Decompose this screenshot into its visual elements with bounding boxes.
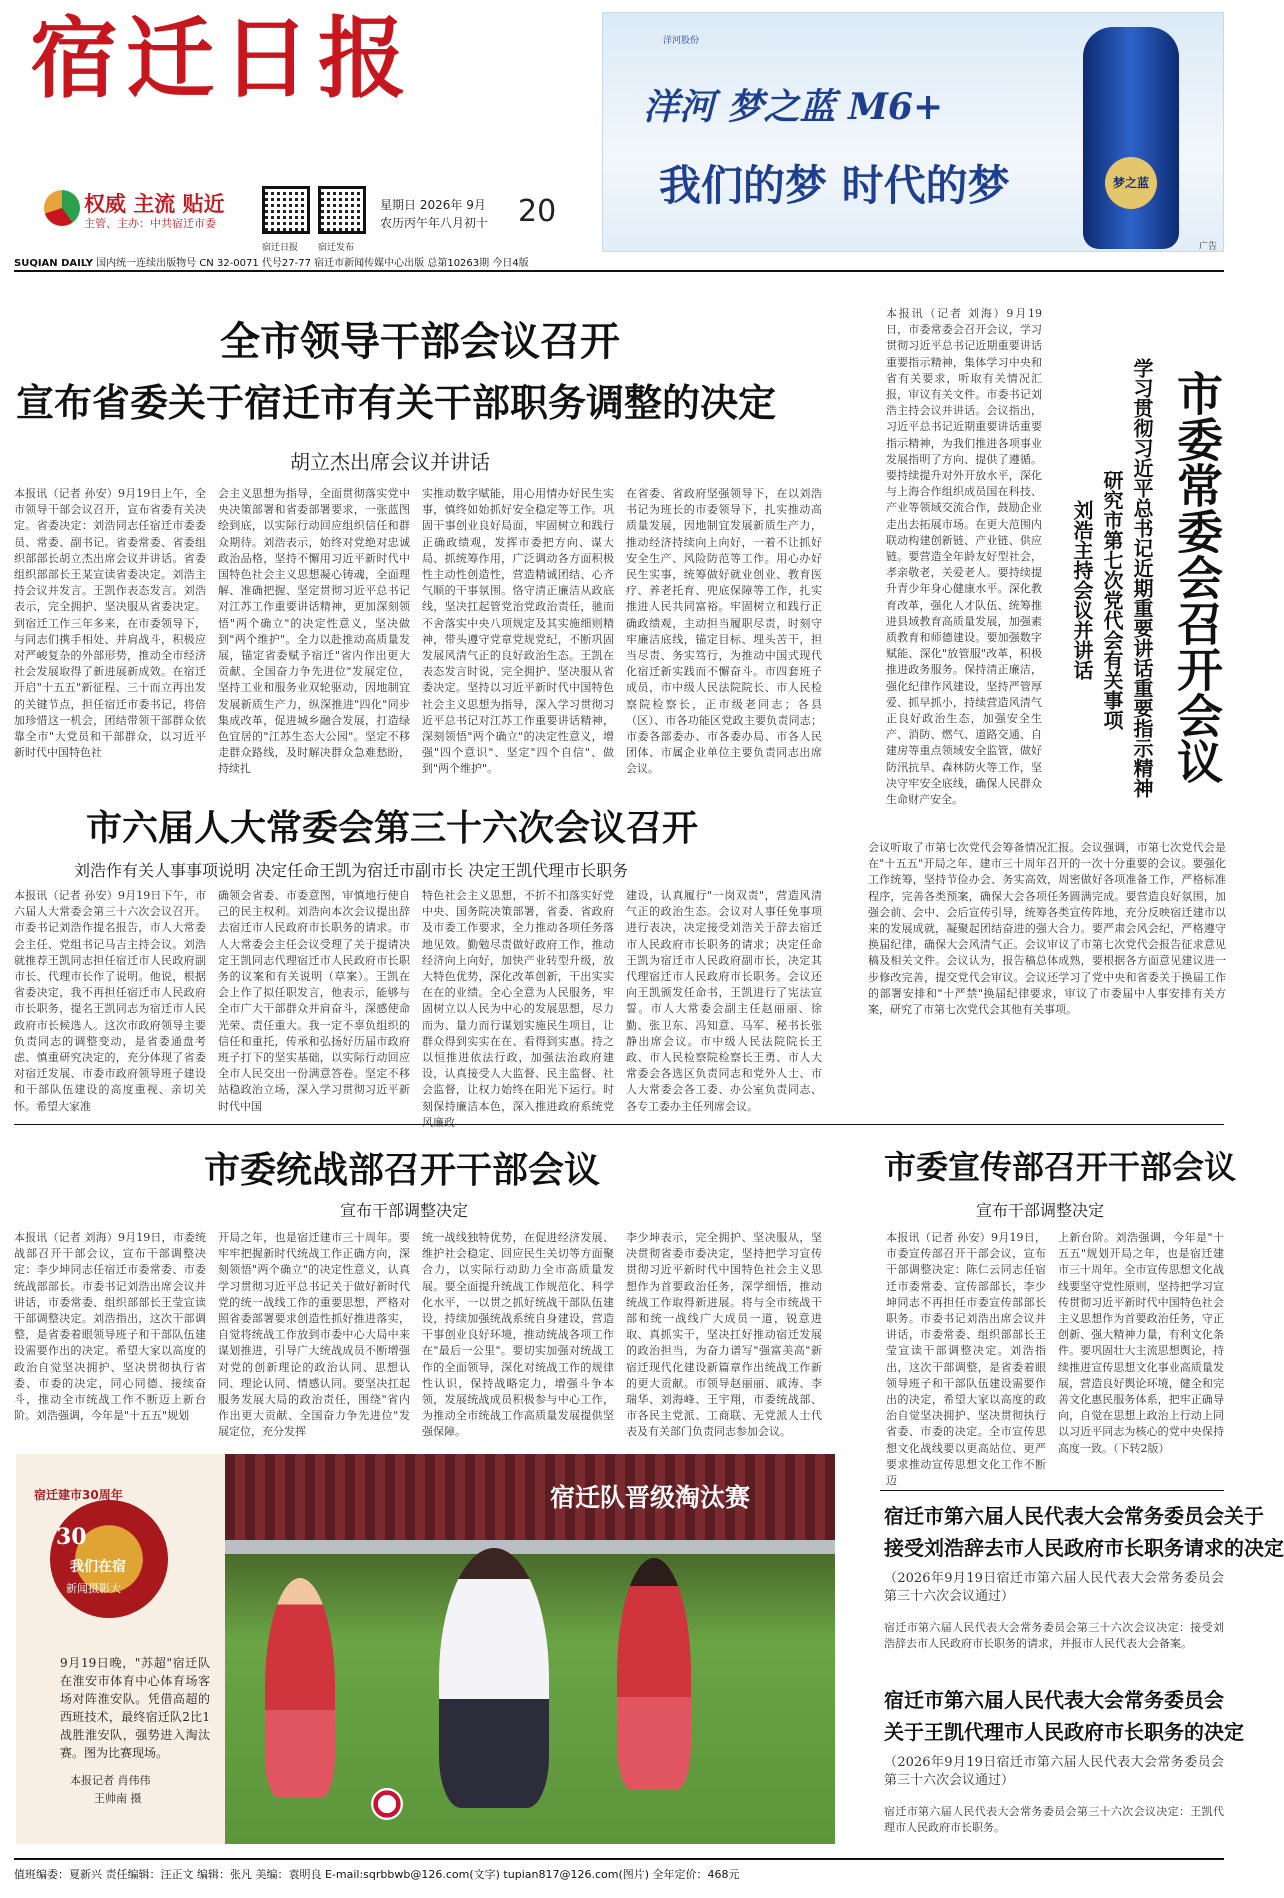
propaganda-body-col1: 本报讯（记者 孙安）9月19日，市委宣传部召开干部会议，宣布干部调整决定：陈仁云同志任宿迁市委常委、宣传部部长，李少坤同志不再担任市委宣传部部长职务。市委书记刘浩出席会议并讲话，市委常委、组织部部长王莹宣读干部调整决定。刘浩指出，这次干部调整，是省委着眼领导班子和干部队伍建设需要作出的决定，希望大家以高度的政治自觉坚决拥护、坚决贯彻执行省委、市委的决定。全市宣传思想文化战线要以更高站位、更严要求推动宣传思想文化工作不断迈 bbox=[886, 1231, 1046, 1488]
lead-headline-2: 宣布省委关于宿迁市有关干部职务调整的决定 bbox=[16, 381, 777, 425]
united-front-headline: 市委统战部召开干部会议 bbox=[204, 1150, 601, 1191]
red-player-left bbox=[265, 1578, 335, 1798]
masthead-sponsor: 主管、主办：中共宿迁市委 bbox=[84, 217, 216, 230]
propaganda-body-col2: 上新台阶。刘浩强调，今年是"十五五"规划开局之年，也是宿迁建市三十周年。全市宣传思想文化战线要坚守党性原则，坚持把学习宣传贯彻习近平新时代中国特色社会主义思想作为首要政治任务，守正创新、强大精神力量，有利文化条件。要巩固壮大主流思想舆论，持续推进宣传思想文化事业高质量发展，营造良好舆论环境，健全和完善文化惠民服务体系，把牢正确导向，自觉在思想上政治上行动上同以习近平同志为核心的党中央保持高度一致。（下转2版） bbox=[1058, 1231, 1224, 1455]
photo-description: 9月19日晚，"苏超"宿迁队在淮安市体育中心体育场客场对阵淮安队。凭借高超的西班技术，最终宿迁队2比1战胜淮安队，强势进入淘汰赛。图为比赛现场。 bbox=[60, 1656, 210, 1760]
registration-line bbox=[14, 254, 529, 269]
resolution-1-headline-2: 接受刘浩辞去市人民政府市长职务请求的决定 bbox=[884, 1536, 1284, 1560]
masthead-slogan: 权威 主流 贴近 bbox=[84, 191, 225, 216]
lead-body-col3: 实推动数字赋能，用心用情办好民生实事，慎终如始抓好安全稳定等工作。巩固干事创业良好局面，牢固树立和践行正确政绩观，发挥市委把方向、谋大局、抓统筹作用，广泛调动各方面积极性主动性创造性，营造精诚团结、心齐气顺的干事氛围。恪守清正廉洁从政底线，坚决扛起管党治党政治责任，驰而不舍落实中央八项规定及其实施细则精神，带头遵守党章党规党纪，不断巩固发展风清气正的良好政治生态。王凯在表态发言时说，完全拥护、坚决服从省委决定。坚持以习近平新时代中国特色社会主义思想为指导，深入学习贯彻习近平总书记对江苏工作重要讲话精神，深刻领悟"两个确立"的决定性意义，增强"四个意识"、坚定"四个自信"、做到"两个维护"。 bbox=[422, 487, 614, 776]
lead-subhead: 胡立杰出席会议并讲话 bbox=[290, 450, 490, 474]
badge-text-3: 我们在宿 bbox=[70, 1559, 126, 1575]
united-front-subhead: 宣布干部调整决定 bbox=[340, 1201, 469, 1220]
advertisement[interactable] bbox=[602, 12, 1224, 252]
united-front-body-col4: 李少坤表示，完全拥护、坚决服从，坚决贯彻省委市委决定，坚持把学习宣传贯彻习近平新时代中国特色社会主义思想作为首要政治任务，深学细悟，推动统战工作取得新进展。将与全市统战干部和统一战线广大成员一道，锐意进取、真抓实干，坚决扛好推动宿迁发展的政治担当，为奋力谱写"强富美高"新宿迁现代化建设新篇章作出统战工作新的更大贡献。市领导赵丽丽、戚涛、李瑞华、刘海峰、王宇翔，市委统战部、市各民主党派、工商联、无党派人士代表及有关部门负责同志参加会议。 bbox=[626, 1231, 822, 1439]
resolution-2-note: （2026年9月19日宿迁市第六届人民代表大会常务委员会第三十六次会议通过） bbox=[884, 1755, 1224, 1788]
advertising-board bbox=[225, 1540, 835, 1554]
ad-tag: 广告 bbox=[1199, 242, 1218, 252]
npc-headline: 市六届人大常委会第三十六次会议召开 bbox=[86, 808, 699, 849]
npc-body-col3: 特色社会主义思想，不折不扣落实好党中央、国务院决策部署，省委、省政府及市委工作要求，全力推动各项任务落地见效。勤勉尽责做好政府工作，推动经济向上向好，加快产业转型升级，放大特色优势，深化改革创新，干出实实在在的业绩。全心全意为人民服务，牢固树立以人民为中心的发展思想，尽力而为、量力而行谋划实施民生项目，让群众得到实实在在、看得到实惠。持之以恒推进依法行政，加强法治政府建设，认真接受人大监督、民主监督、社会监督，让权力始终在阳光下运行。时刻保持廉洁本色，深入推进政府系统党风廉政 bbox=[422, 889, 614, 1129]
qr-label-1: 宿迁日报 bbox=[262, 243, 299, 253]
section-divider bbox=[14, 1124, 1224, 1125]
standing-committee-body-wide: 会议听取了市第七次党代会筹备情况汇报。会议强调，市第七次党代会是在"十五五"开局之年、建市三十周年召开的一次十分重要的会议。要强化工作统筹，坚持节俭办会、务实高效，周密做好各项准备工作，严格标准程序，完善各类预案，确保大会各项任务圆满完成。要营造良好氛围，加强会前、会中、会后宣传引导，统筹各类宣传阵地，充分反映宿迁建市以来的发展成就，凝聚起团结奋进的强大合力。要严肃会风会纪，严格遵守换届纪律，确保大会风清气正。会议审议了市第七次党代会报告征求意见稿及相关文件。会议认为，报告稿总体成熟，要根据各方面意见建议进一步修改完善，提交党代会审议。会议还学习了党中央和省委关于换届工作的部署安排和"十严禁"换届纪律要求，审议了市委届中人事安排有关方案，研究了市第七次党代会其他有关事项。 bbox=[868, 841, 1226, 1017]
qr-label-2: 宿迁发布 bbox=[318, 243, 355, 253]
resolution-2-headline-2: 关于王凯代理市人民政府市长职务的决定 bbox=[884, 1720, 1244, 1744]
footer-credits: 值班编委：夏新兴 责任编辑：汪正文 编辑：张凡 美编：袁明良 E-mail:sqrbbwb@126.com(文字) tupian817@126.com(图片) 全年定价：468元 bbox=[14, 1868, 740, 1881]
lead-body-col4: 在省委、省政府坚强领导下，在以刘浩书记为班长的市委领导下，扎实推动高质量发展，因地制宜发展新质生产力，推动经济持续向上向好，一着不让抓好安全生产、风险防范等工作。用心办好民生实事，统筹做好就业创业、教育医疗、养老托育、兜底保障等工作，扎实推进人民共同富裕。牢固树立和践行正确政绩观，主动担当履职尽责，时刻守牢廉洁底线，锚定目标、埋头苦干，担当尽责、务实笃行，为推动中国式现代化宿迁新实践而不懈奋斗。市四套班子成员，市中级人民法院院长、市人民检察院检察长，正市级老同志；各县（区）、市各功能区党政主要负责同志；市委各部委办、市各委办局、市各人民团体、市属企业单位主要负责同志出席会议。 bbox=[626, 487, 822, 776]
white-player-center bbox=[439, 1548, 549, 1808]
masthead-rule bbox=[14, 270, 1224, 272]
resolution-2-headline-1: 宿迁市第六届人民代表大会常务委员会 bbox=[884, 1688, 1224, 1712]
date-gregorian: 2026年 9月 bbox=[419, 198, 486, 212]
lead-body-col1: 本报讯（记者 孙安）9月19日上午，全市领导干部会议召开，宣布省委有关决定。省委决定：刘浩同志任宿迁市委委员、常委、副书记。省委常委、省委组织部部长胡立杰出席会议并讲话。省委组织部部长王某宣读省委决定。刘浩主持会议并发言。王凯作表态发言。刘浩表示，完全拥护、坚决服从省委决定。到宿迁工作三年多来，在市委领导下，与同志们携手相处、并肩战斗，积极应对严峻复杂的外部形势，推动全市经济社会发展取得了新进展新成效。在宿迁开启"十五五"新征程、三十而立再出发的关键节点，担任宿迁市委书记，将倍加珍惜这一机会，团结带领干部群众依靠全市"大党员和干部群众，以习近平新时代中国特色社 bbox=[14, 487, 206, 760]
npc-subhead: 刘浩作有关人事事项说明 决定任命王凯为宿迁市副市长 决定王凯代理市长职务 bbox=[74, 861, 629, 880]
united-front-body-col2: 开局之年，也是宿迁建市三十周年。要牢牢把握新时代统战工作正确方向，深刻领悟"两个确立"的决定性意义，认真学习贯彻习近平总书记关于做好新时代党的统一战线工作的重要思想，严格对照省委部署要求创造性抓好推进落实，自觉将统战工作放到市委中心大局中来谋划推进，引导广大统战成员不断增强对党的创新理论的政治认同、思想认同、理论认同、情感认同。要坚决扛起服务发展大局的政治责任，围绕"省内作出更大贡献、全国奋力争先进位"发展定位，充分发挥 bbox=[218, 1231, 410, 1439]
bottle-label: 梦之蓝 bbox=[1105, 157, 1157, 209]
photo-caption: 宿迁队晋级淘汰赛 bbox=[550, 1483, 751, 1512]
standing-committee-subhead-1: 学习贯彻习近平总书记近期重要讲话重要指示精神 bbox=[1130, 358, 1154, 798]
propaganda-subhead: 宣布干部调整决定 bbox=[976, 1201, 1105, 1220]
date-lunar: 农历丙午年八月初十 bbox=[380, 216, 489, 230]
badge-text-4: 新闻摄影大 bbox=[66, 1582, 121, 1595]
united-front-body-col1: 本报讯（记者 刘海）9月19日，市委统战部召开干部会议，宣布干部调整决定：李少坤同志任宿迁市委常委、市委统战部部长。市委书记刘浩出席会议并讲话，市委常委、组织部部长王莹宣读干部调整决定。刘浩指出，这次干部调整，是省委着眼领导班子和干部队伍建设需要作出的决定。希望大家以高度的政治自觉坚决拥护、坚决贯彻执行省委、市委的决定，同心同德、接续奋斗，推动全市统战工作不断迈上新台阶。刘浩强调，今年是"十五五"规划 bbox=[14, 1231, 206, 1423]
united-front-body-col3: 统一战线独特优势，在促进经济发展、维护社会稳定、回应民生关切等方面聚合力，以实际行动助力全市高质量发展。要全面提升统战工作规范化、科学化水平，一以贯之抓好统战干部队伍建设，持续加强统战系统自身建设，营造干事创业良好环境，推动统战各项工作在"最后一公里"。要切实加强对统战工作的全面领导，深化对统战工作的规律性认识，保持战略定力，增强斗争本领，发展统战成员积极参与中心工作，为推动全市统战工作高质量发展提供坚强保障。 bbox=[422, 1231, 614, 1439]
resolution-1-note: （2026年9月19日宿迁市第六届人民代表大会常务委员会第三十六次会议通过） bbox=[884, 1571, 1224, 1604]
npc-body-col1: 本报讯（记者 孙安）9月19日下午，市六届人大常委会第三十六次会议召开。市委书记刘浩作提名报告，市人大常委会主任、党组书记马吉主持会议。刘浩就推荐王凯同志担任宿迁市人民政府副市长、代理市长作了说明。他说，根据省委决定，我不再担任宿迁市人民政府市长职务，提名王凯同志为宿迁市人民政府市长候选人。这次市政府领导主要负责同志的调整变动，是省委通盘考虑、慎重研究决定的，充分体现了省委对宿迁发展、市委市政府领导班子建设和干部队伍建设的高度重视、亲切关怀。希望大家准 bbox=[14, 889, 206, 1113]
football-icon bbox=[371, 1788, 403, 1820]
ad-logo: 洋河股份 bbox=[663, 36, 700, 46]
lead-body-col2: 会主义思想为指导，全面贯彻落实党中央决策部署和省委部署要求，一张蓝图绘到底，以实际行动回应组织信任和群众期待。刘浩表示，始终对党绝对忠诚政治品格，坚持不懈用习近平新时代中国特色社会主义思想凝心铸魂，全面理解、准确把握、坚定贯彻习近平总书记对江苏工作重要讲话精神，更加深刻领悟"两个确立"的决定性意义，坚决做到"两个维护"。全力以赴推动高质量发展，锚定省委赋予宿迁"省内作出更大贡献、全国奋力争先进位"发展定位，坚持工业和服务业双轮驱动，因地制宜发展新质生产力，纵深推进"四化"同步集成改革，促进城乡融合发展，打造绿色宜居的"江苏生态大公园"。坚定不移走群众路线，及时解决群众急难愁盼，持续扎 bbox=[218, 487, 410, 776]
section-divider bbox=[880, 1490, 1224, 1491]
registration: 国内统一连续出版物号 CN 32-0071 代号27-77 宿迁市新闻传媒中心出版 总第10263期 今日4版 bbox=[96, 258, 529, 269]
lead-headline-1: 全市领导干部会议召开 bbox=[220, 319, 620, 365]
resolution-1-body: 宿迁市第六届人民代表大会常务委员会第三十六次会议决定：接受刘浩辞去市人民政府市长职务的请求，并报市人民代表大会备案。 bbox=[884, 1621, 1224, 1651]
newspaper-logo-icon bbox=[44, 190, 80, 226]
resolution-2-body: 宿迁市第六届人民代表大会常务委员会第三十六次会议决定：王凯代理市人民政府市长职务。 bbox=[884, 1805, 1224, 1835]
english-name: SUQIAN DAILY bbox=[14, 258, 93, 269]
standing-committee-headline: 市委常委会召开会议 bbox=[1170, 370, 1224, 784]
newspaper-title: 宿迁日报 bbox=[30, 6, 415, 110]
ad-brand: 洋河 梦之蓝 M6+ bbox=[643, 86, 944, 128]
ad-slogan: 我们的梦 时代的梦 bbox=[659, 161, 1010, 210]
photo-credit-1: 本报记者 肖伟伟 bbox=[70, 1774, 151, 1787]
standing-committee-body: 本报讯（记者 刘海）9月19日，市委常委会召开会议，学习贯彻习近平总书记近期重要讲话重要指示精神，集体学习中央和省有关要求，听取有关情况汇报，审议有关文件。市委书记刘浩主持会议并讲话。会议指出，习近平总书记近期重要讲话重要指示精神，为我们推进各项事业发展指明了方向、提供了遵循。要持续提升对外开放水平，深化与上海合作组织成员国在科技、产业等领域交流合作，鼓励企业走出去拓展市场。在更大范围内联动构建创新链、产业链、供应链。要营造全年龄友好型社会，孝亲敬老，关爱老人。要持续提升青少年身心健康水平。深化教育改革，强化人才队伍、统筹推进县域教育高质量发展，加强素质教育和师德建设。要加强数字赋能、深化"放管服"改革，积极推进政务服务。保持清正廉洁，强化纪律作风建设，坚持严管厚爱、抓早抓小，持续营造风清气正良好政治生态，加强安全生产、消防、燃气、道路交通、自建房等重点领域安全监管，做好防汛抗旱、森林防火等工作，坚决守牢安全底线，确保人民群众生命财产安全。 bbox=[886, 307, 1042, 807]
liquor-bottle-icon bbox=[1083, 27, 1179, 249]
footer-rule bbox=[14, 1858, 1224, 1860]
date-day: 20 bbox=[518, 194, 557, 229]
npc-body-col4: 建设，认真履行"一岗双责"，营造风清气正的政治生态。会议对人事任免事项进行表决，决定接受刘浩关于辞去宿迁市人民政府市长职务的请求；决定任命王凯为宿迁市人民政府副市长，决定其代理宿迁市人民政府市长职务。会议还向王凯颁发任命书，王凯进行了宪法宣誓。市人大常委会副主任赵丽丽、徐勤、张卫东、冯知意、马军、秘书长张静出席会议。市中级人民法院院长王政、市人民检察院检察长王勇、市人大常委会各选区负责同志和党外人士、市人大常委会各工委、办公室负责同志、各专工委办主任列席会议。 bbox=[626, 889, 822, 1113]
red-player-right bbox=[617, 1558, 691, 1790]
weekday: 星期日 bbox=[380, 198, 417, 212]
badge-text-2: 30 bbox=[56, 1524, 87, 1550]
badge-text-1: 宿迁建市30周年 bbox=[34, 1488, 123, 1502]
standing-committee-subhead-2: 研究市第七次党代会有关事项 bbox=[1100, 470, 1124, 730]
photo-credit-2: 王帅南 摄 bbox=[94, 1792, 142, 1805]
propaganda-headline: 市委宣传部召开干部会议 bbox=[884, 1148, 1237, 1186]
resolution-1-headline-1: 宿迁市第六届人民代表大会常务委员会关于 bbox=[884, 1504, 1264, 1528]
dateline bbox=[380, 196, 488, 232]
npc-body-col2: 确领会省委、市委意图，审慎地行使自己的民主权利。刘浩向本次会议提出辞去宿迁市人民政府市长职务的请求。市人大常委会主任会议受理了关于提请决定王凯同志代理宿迁市人民政府市长职务的议案和有关说明（草案）。王凯在会上作了拟任职发言，他表示，能够与全市广大干部群众并肩奋斗，深感使命光荣、责任重大。我一定不辜负组织的信任和重托，传承和弘扬好历届市政府班子打下的坚实基础，以实际行动回应全市人民交出一份满意答卷。坚定不移站稳政治立场，深入学习贯彻习近平新时代中国 bbox=[218, 889, 410, 1113]
qr-code-icon bbox=[318, 186, 366, 234]
qr-code-icon bbox=[262, 186, 310, 234]
standing-committee-subhead-3: 刘浩主持会议并讲话 bbox=[1070, 500, 1094, 680]
